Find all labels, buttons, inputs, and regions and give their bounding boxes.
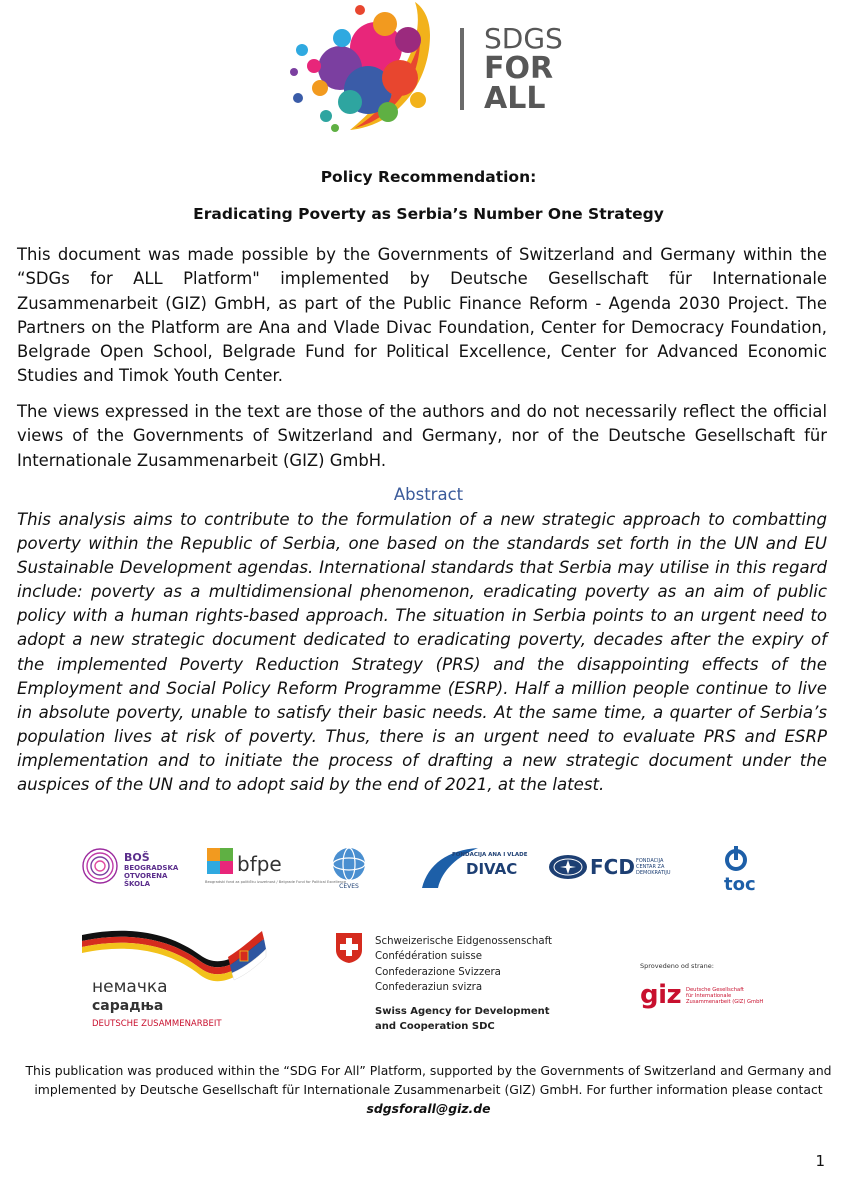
logo-line-all: ALL <box>484 81 546 116</box>
swiss-line4: Confederaziun svizra <box>375 981 483 993</box>
giz-implemented-by: Sprovedeno od strane: <box>640 962 714 970</box>
fcd-logo <box>548 854 678 880</box>
colorful-bubbles-logo-icon <box>280 0 440 135</box>
fcd-star-icon <box>548 854 588 880</box>
page-number: 1 <box>815 1152 825 1170</box>
logo-divider <box>460 28 464 110</box>
bos-line3: OTVORENA <box>124 872 168 880</box>
fcd-sub3: DEMOKRATIJU <box>636 870 671 876</box>
swiss-confederation-logo <box>335 932 575 1032</box>
ceves-globe-icon <box>328 846 370 892</box>
bos-circle-icon <box>80 846 120 886</box>
bos-line4: ŠKOLA <box>124 880 150 888</box>
divac-foundation-logo <box>418 844 528 892</box>
divac-swoosh-icon <box>418 844 528 892</box>
fcd-sub2: CENTAR ZA <box>636 864 665 870</box>
document-title: Policy Recommendation: <box>320 168 537 186</box>
logo-wordmark <box>484 24 563 114</box>
abstract-heading: Abstract <box>393 485 464 504</box>
bos-line2: BEOGRADSKA <box>124 864 179 872</box>
sdgs-for-all-logo <box>280 0 580 140</box>
logo-line-sdgs: SDGS <box>484 22 563 55</box>
bfpe-logo <box>205 846 347 894</box>
sdc-line2: and Cooperation SDC <box>375 1021 495 1032</box>
toc-logo <box>720 844 764 894</box>
toc-name: toc <box>724 874 756 895</box>
ceves-name: CEVES <box>339 883 359 890</box>
abstract-text: This analysis aims to contribute to the formulation of a new strategic approach to combatting poverty within the Republic of Serbia, one based on the standards set forth in the UN and EU Sustainable Development agendas. International standards that Serbia may utilise in this regard include: poverty as a multidimensional phenomenon, eradicating poverty as an aim of public policy with a human rights-based approach. The situation in Serbia points to an urgent need to adopt a new strategic document dedicated to eradicating poverty, decades after the expiry of the implemented Poverty Reduction Strategy (PRS) and the disappointing effects of the Employment and Social Policy Reform Programme (ESRP). Half a million people continue to live in absolute poverty, unable to satisfy their basic needs. At the same time, a quarter of Serbia’s population lives at risk of poverty. Thus, there is an urgent need to evaluate PRS and ESRP implementation and to initiate the process of drafting a new strategic document under the auspices of the UN and to adopt said by the end of 2021, at the latest. <box>17 510 827 795</box>
fcd-sub1: FONDACIJA <box>636 858 664 864</box>
bfpe-cube-icon <box>205 846 235 876</box>
giz-logo <box>640 962 780 1022</box>
nemacka-line3: DEUTSCHE ZUSAMMENARBEIT <box>92 1019 222 1029</box>
intro-paragraph: This document was made possible by the Governments of Switzerland and Germany within the “SDGs for ALL Platform" implemented by Deutsche Gesellschaft für Internationale Zusammenarbeit (GIZ) GmbH, as part of the Public Finance Reform - Agenda 2030 Project. The Partners on the Platform are Ana and Vlade Divac Foundation, Center for Democracy Foundation, Belgrade Open School, Belgrade Fund for Political Excellence, Center for Advanced Economic Studies and Timok Youth Center. <box>17 245 827 386</box>
swiss-line3: Confederazione Svizzera <box>375 966 501 978</box>
german-cooperation-logo <box>80 925 270 1035</box>
logo-line-for: FOR <box>484 51 554 86</box>
giz-desc1: Deutsche Gesellschaft <box>686 987 744 993</box>
divac-line2: DIVAC <box>466 860 518 878</box>
swiss-shield-icon <box>335 932 363 964</box>
sdc-line1: Swiss Agency for Development <box>375 1006 550 1017</box>
giz-desc2: für Internationale <box>686 993 732 999</box>
swiss-line2: Confédération suisse <box>375 951 483 963</box>
giz-wordmark: giz <box>640 980 682 1010</box>
bfpe-name: bfpe <box>237 852 282 876</box>
divac-line1: FONDACIJA ANA I VLADE <box>452 852 528 858</box>
nemacka-line1: немачка <box>92 977 168 997</box>
nemacka-line2: сарадња <box>92 998 164 1014</box>
document-subtitle: Eradicating Poverty as Serbia’s Number One Strategy <box>193 205 664 223</box>
footer-note <box>10 1061 847 1118</box>
giz-desc3: Zusammenarbeit (GIZ) GmbH <box>686 999 764 1005</box>
bfpe-subtitle: Beogradski fond za političku izuzetnost / Belgrade Fund for Political Excellence <box>205 880 347 884</box>
swiss-line1: Schweizerische Eidgenossenschaft <box>375 936 552 947</box>
contact-email-link[interactable]: sdgsforall@giz.de <box>366 1101 491 1116</box>
partner-logos-row <box>0 840 857 900</box>
bos-name: BOŠ <box>124 851 150 864</box>
fcd-name: FCD <box>590 855 635 879</box>
toc-mark-icon <box>720 844 764 894</box>
disclaimer-paragraph: The views expressed in the text are those of the authors and do not necessarily reflect the official views of the Governments of Switzerland and Germany, nor of the Deutsche Gesellschaft für Internationale Zusammenarbeit (GIZ) GmbH. <box>17 402 827 470</box>
footer-text: This publication was produced within the “SDG For All” Platform, supported by the Governments of Switzerland and Germany and implemented by Deutsche Gesellschaft für Internationale Zusammenarbeit (GIZ) GmbH. For further information please contact <box>25 1063 832 1097</box>
bos-logo <box>80 842 179 894</box>
ceves-logo <box>328 846 370 892</box>
